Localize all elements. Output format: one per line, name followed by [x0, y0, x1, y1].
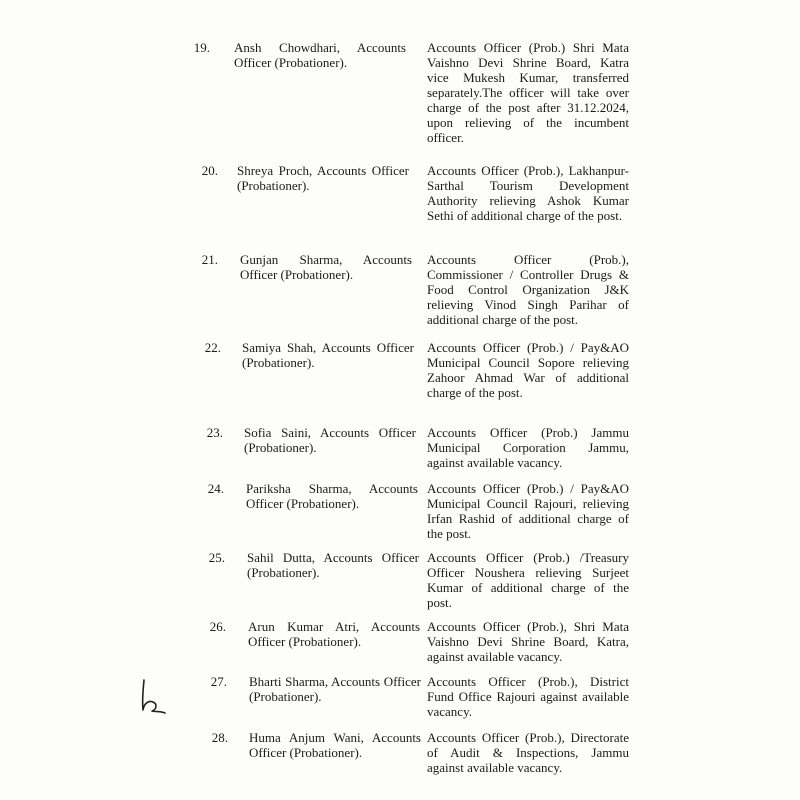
entry-number: 25. — [208, 550, 225, 565]
posting-details: Accounts Officer (Prob.) Jammu Municipal Corporation Jammu, against available vacancy. — [427, 425, 629, 470]
officer-name: Samiya Shah, Accounts Officer (Probationer). — [242, 340, 414, 370]
posting-details: Accounts Officer (Prob.) / Pay&AO Municipal Council Sopore relieving Zahoor Ahmad War of additional charge of the post. — [427, 340, 629, 400]
posting-details: Accounts Officer (Prob.), Shri Mata Vaishno Devi Shrine Board, Katra, against available vacancy. — [427, 619, 629, 664]
officer-name: Pariksha Sharma, Accounts Officer (Probationer). — [246, 481, 418, 511]
posting-details: Accounts Officer (Prob.), Commissioner / Controller Drugs & Food Control Organization J&K relieving Vinod Singh Parihar of additional charge of the post. — [427, 252, 629, 327]
entry-number: 19. — [193, 40, 210, 55]
entry-number: 24. — [207, 481, 224, 496]
entry-number: 21. — [201, 252, 218, 267]
officer-name: Shreya Proch, Accounts Officer (Probationer). — [237, 163, 409, 193]
posting-details: Accounts Officer (Prob.), District Fund Office Rajouri against available vacancy. — [427, 674, 629, 719]
officer-name: Sofia Saini, Accounts Officer (Probationer). — [244, 425, 416, 455]
officer-name: Arun Kumar Atri, Accounts Officer (Probationer). — [248, 619, 420, 649]
entry-number: 26. — [209, 619, 226, 634]
posting-details: Accounts Officer (Prob.), Directorate of Audit & Inspections, Jammu against available vacancy. — [427, 730, 629, 775]
handwritten-initial-mark — [134, 676, 168, 716]
officer-name: Sahil Dutta, Accounts Officer (Probationer). — [247, 550, 419, 580]
entry-number: 23. — [206, 425, 223, 440]
posting-details: Accounts Officer (Prob.) Shri Mata Vaishno Devi Shrine Board, Katra vice Mukesh Kumar, transferred separately.The officer will take over charge of the post after 31.12.2024, upon relieving of the incumbent officer. — [427, 40, 629, 145]
officer-name: Gunjan Sharma, Accounts Officer (Probationer). — [240, 252, 412, 282]
entry-number: 22. — [204, 340, 221, 355]
officer-name: Ansh Chowdhari, Accounts Officer (Probationer). — [234, 40, 406, 70]
officer-name: Bharti Sharma, Accounts Officer (Probationer). — [249, 674, 421, 704]
posting-details: Accounts Officer (Prob.) /Treasury Officer Noushera relieving Surjeet Kumar of additional charge of the post. — [427, 550, 629, 610]
posting-details: Accounts Officer (Prob.) / Pay&AO Municipal Council Rajouri, relieving Irfan Rashid of additional charge of the post. — [427, 481, 629, 541]
entry-number: 28. — [211, 730, 228, 745]
entry-number: 27. — [210, 674, 227, 689]
officer-name: Huma Anjum Wani, Accounts Officer (Probationer). — [249, 730, 421, 760]
entry-number: 20. — [201, 163, 218, 178]
posting-details: Accounts Officer (Prob.), Lakhanpur- Sarthal Tourism Development Authority relieving Ashok Kumar Sethi of additional charge of the post. — [427, 163, 629, 223]
